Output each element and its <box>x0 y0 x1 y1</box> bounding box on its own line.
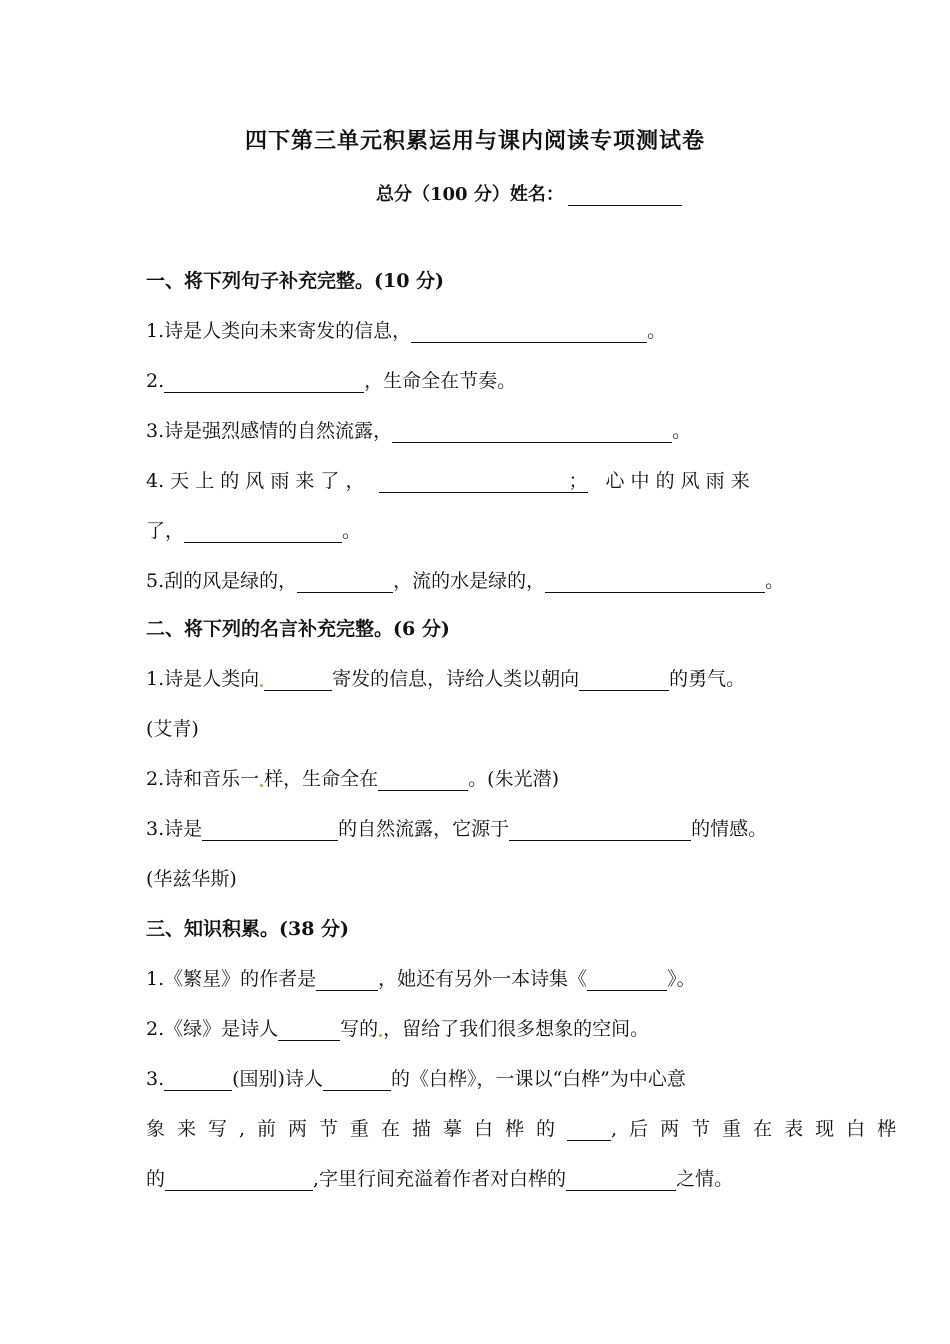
blank[interactable] <box>509 820 691 841</box>
s1-question-5: 5.刮的风是绿的， ，流的水是绿的， 。 <box>146 570 785 592</box>
s1-question-3: 3.诗是强烈感情的自然流露， 。 <box>146 420 692 442</box>
highlight-dot <box>260 684 263 687</box>
s1-question-4: 4. 天 上 的 风 雨 来 了 ， ； 心 中 的 风 雨 来 <box>146 470 750 492</box>
blank[interactable] <box>567 1120 611 1141</box>
blank[interactable] <box>587 970 667 991</box>
blank[interactable] <box>164 372 364 393</box>
section2-heading: 二、将下列的名言补充完整。(6 分) <box>146 618 450 640</box>
page-title: 四下第三单元积累运用与课内阅读专项测试卷 <box>244 128 705 154</box>
s3-question-3: 3. (国别)诗人 的《白桦》，一课以“白桦”为中心意 <box>146 1068 686 1090</box>
blank[interactable] <box>164 1070 232 1091</box>
s1-question-1: 1.诗是人类向未来寄发的信息， 。 <box>146 320 667 342</box>
blank[interactable] <box>392 422 672 443</box>
s3-question-1: 1.《繁星》的作者是 ，她还有另外一本诗集《 》。 <box>146 968 696 990</box>
s2-question-1: 1.诗是人类向 寄发的信息，诗给人类以朝向 的勇气。 <box>146 668 746 690</box>
name-label: 姓名： <box>509 184 564 205</box>
section1-heading: 一、将下列句子补充完整。(10 分) <box>146 270 445 292</box>
s1-question-2: 2. ，生命全在节奏。 <box>146 370 517 392</box>
score-and-name <box>376 180 682 206</box>
highlight-dot <box>260 784 263 787</box>
s2-question-2: 2.诗和音乐一 样，生命全在 。(朱光潜) <box>146 768 559 790</box>
blank[interactable] <box>264 670 332 691</box>
total-score: 总分（100 分） <box>376 184 510 205</box>
section3-heading: 三、知识积累。(38 分) <box>146 918 350 940</box>
blank[interactable] <box>379 472 569 493</box>
name-blank[interactable] <box>568 187 682 206</box>
blank[interactable] <box>411 322 647 343</box>
s2-question-1-source: (艾青) <box>146 718 199 740</box>
blank[interactable] <box>316 970 378 991</box>
blank[interactable] <box>545 572 765 593</box>
s2-question-3: 3.诗是 的自然流露，它源于 的情感。 <box>146 818 768 840</box>
blank[interactable] <box>323 1070 391 1091</box>
blank[interactable] <box>566 1170 676 1191</box>
highlight-dot <box>379 1034 382 1037</box>
blank[interactable] <box>278 1020 340 1041</box>
blank[interactable] <box>184 522 342 543</box>
s3-question-3-line3: 的 ,字里行间充溢着作者对白桦的 之情。 <box>146 1168 734 1190</box>
s3-question-2: 2.《绿》是诗人 写的 ，留给了我们很多想象的空间。 <box>146 1018 650 1040</box>
blank[interactable] <box>579 670 669 691</box>
blank[interactable] <box>297 572 393 593</box>
blank[interactable] <box>202 820 338 841</box>
s1-question-4-cont: 了， 。 <box>146 520 362 542</box>
blank[interactable] <box>378 770 468 791</box>
blank[interactable] <box>165 1170 313 1191</box>
s2-question-3-source: (华兹华斯) <box>146 868 237 890</box>
s3-question-3-line2: 象来写,前两节重在描摹白桦的 ,后两节重在表现白桦 <box>146 1118 909 1140</box>
